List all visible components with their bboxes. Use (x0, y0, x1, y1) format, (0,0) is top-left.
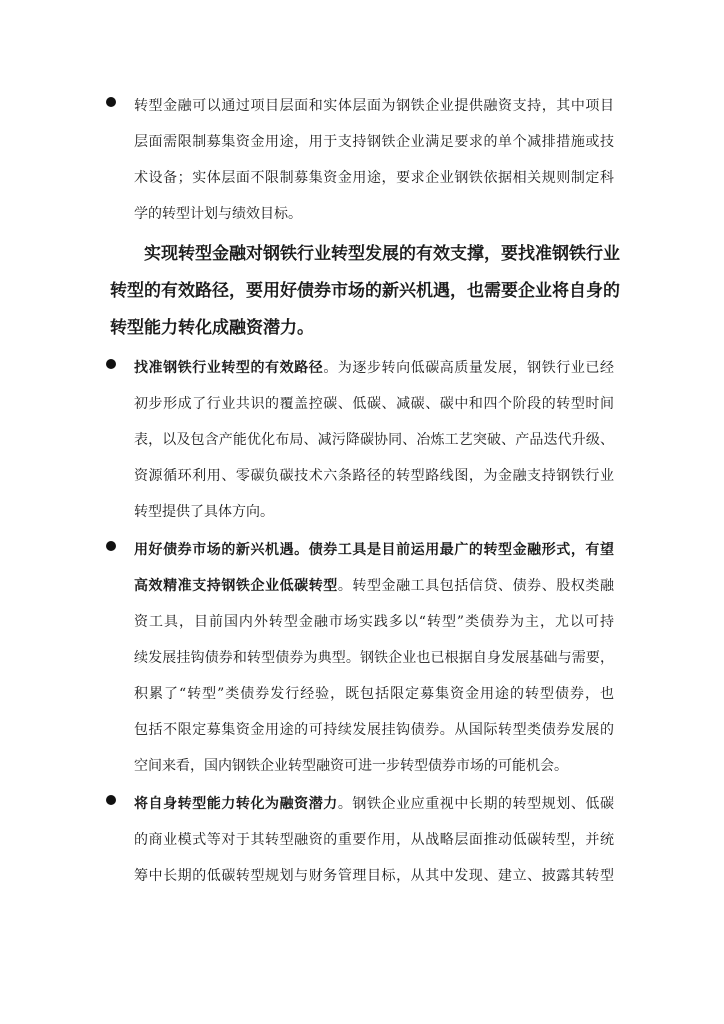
summary-line: 转型能力转化成融资潜力。 (110, 318, 314, 338)
bullet-icon (106, 541, 116, 551)
bullet-icon (106, 795, 116, 805)
text-line: 筹中长期的低碳转型规划与财务管理目标，从其中发现、建立、披露其转型 (134, 868, 614, 884)
lead-phrase: 用好债券市场的新兴机遇。债券工具是目前运用最广的转型金融形式，有望 (134, 542, 614, 558)
lead-phrase: 找准钢铁行业转型的有效路径 (134, 360, 324, 376)
text-fragment: 。为逐步转向低碳高质量发展，钢铁行业已经 (323, 360, 614, 376)
text-line: 的商业模式等对于其转型融资的重要作用，从战略层面推动低碳转型，并统 (134, 832, 614, 848)
text-line: 包括不限定募集资金用途的可持续发展挂钩债券。从国际转型类债券发展的 (134, 722, 614, 738)
text-line: 资工具，目前国内外转型金融市场实践多以“转型”类债券为主，尤以可持 (134, 614, 614, 630)
summary-line: 转型的有效路径，要用好债券市场的新兴机遇，也需要企业将自身的 (110, 281, 620, 301)
text-line: 空间来看，国内钢铁企业转型融资可进一步转型债券市场的可能机会。 (134, 758, 568, 774)
lead-phrase: 高效精准支持钢铁企业低碳转型 (134, 578, 338, 594)
text-fragment: 。转型金融工具包括信贷、债券、股权类融 (337, 578, 614, 594)
bullet-paragraph-transition-finance (112, 88, 622, 232)
text-line (134, 568, 614, 604)
summary-paragraph (110, 236, 620, 347)
text-line: 表，以及包含产能优化布局、减污降碳协同、冶炼工艺突破、产品迭代升级、 (134, 432, 614, 448)
lead-phrase: 将自身转型能力转化为融资潜力 (134, 796, 338, 812)
bullet-paragraph-transition-path (112, 350, 622, 530)
text-line: 资源循环利用、零碳负碳技术六条路径的转型路线图，为金融支持钢铁行业 (134, 468, 614, 484)
text-line: 初步形成了行业共识的覆盖控碳、低碳、减碳、碳中和四个阶段的转型时间 (134, 396, 614, 412)
text-fragment: 。钢铁企业应重视中长期的转型规划、低碳 (337, 796, 614, 812)
text-line: 转型金融可以通过项目层面和实体层面为钢铁企业提供融资支持，其中项目 (134, 98, 614, 114)
text-line (134, 532, 614, 568)
text-line (134, 786, 614, 822)
summary-line: 实现转型金融对钢铁行业转型发展的有效支撑，要找准钢铁行业 (144, 244, 620, 264)
text-line: 术设备；实体层面不限制募集资金用途，要求企业钢铁依据相关规则制定科 (134, 170, 614, 186)
text-line: 学的转型计划与绩效目标。 (134, 206, 302, 222)
text-line: 积累了“转型”类债券发行经验，既包括限定募集资金用途的转型债券，也 (134, 686, 614, 702)
text-line (134, 350, 614, 386)
text-line: 层面需限制募集资金用途，用于支持钢铁企业满足要求的单个减排措施或技 (134, 134, 614, 150)
bullet-paragraph-financing-potential (112, 786, 622, 894)
bullet-paragraph-bond-market (112, 532, 622, 784)
bullet-icon (106, 359, 116, 369)
text-line: 续发展挂钩债券和转型债券为典型。钢铁企业也已根据自身发展基础与需要， (134, 650, 614, 666)
text-line: 转型提供了具体方向。 (134, 504, 274, 520)
bullet-icon (106, 97, 116, 107)
